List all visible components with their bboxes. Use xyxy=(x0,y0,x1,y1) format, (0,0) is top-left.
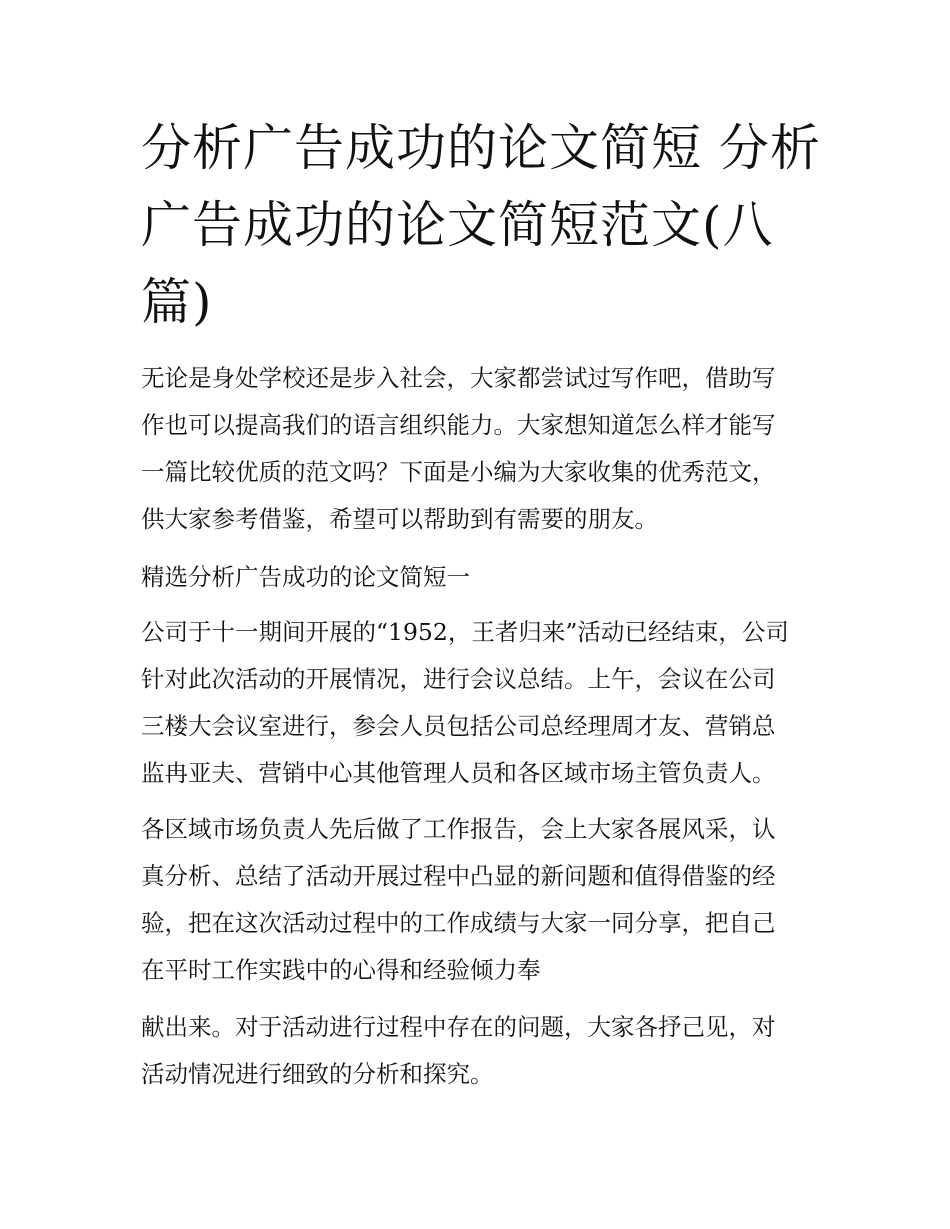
section-line-3: 三楼大会议室进行，参会人员包括公司总经理周才友、营销总 xyxy=(141,712,776,740)
intro-line-4: 供大家参考借鉴，希望可以帮助到有需要的朋友。 xyxy=(141,505,658,533)
section-line-6: 真分析、总结了活动开展过程中凸显的新问题和值得借鉴的经 xyxy=(141,862,776,890)
intro-line-3: 一篇比较优质的范文吗？下面是小编为大家收集的优秀范文， xyxy=(141,458,776,486)
section-line-7: 验，把在这次活动过程中的工作成绩与大家一同分享，把自己 xyxy=(141,909,776,937)
document-title-line-2: 广告成功的论文简短范文(八 xyxy=(141,196,774,254)
section-line-2: 针对此次活动的开展情况，进行会议总结。上午，会议在公司 xyxy=(141,665,776,693)
section-line-8: 在平时工作实践中的心得和经验倾力奉 xyxy=(141,956,541,984)
section-line-1: 公司于十一期间开展的“1952，王者归来”活动已经结束，公司 xyxy=(141,618,789,646)
section-line-10: 活动情况进行细致的分析和探究。 xyxy=(141,1060,494,1088)
intro-line-2: 作也可以提高我们的语言组织能力。大家想知道怎么样才能写 xyxy=(141,411,776,439)
section-heading: 精选分析广告成功的论文简短一 xyxy=(141,563,470,591)
document-title-line-1: 分析广告成功的论文简短 分析 xyxy=(141,119,821,177)
section-line-9: 献出来。对于活动进行过程中存在的问题，大家各抒己见，对 xyxy=(141,1013,776,1041)
document-title-line-3: 篇) xyxy=(141,273,213,331)
section-line-4: 监冉亚夫、营销中心其他管理人员和各区域市场主管负责人。 xyxy=(141,759,776,787)
intro-line-1: 无论是身处学校还是步入社会，大家都尝试过写作吧，借助写 xyxy=(141,364,776,392)
section-line-5: 各区域市场负责人先后做了工作报告，会上大家各展风采，认 xyxy=(141,815,776,843)
